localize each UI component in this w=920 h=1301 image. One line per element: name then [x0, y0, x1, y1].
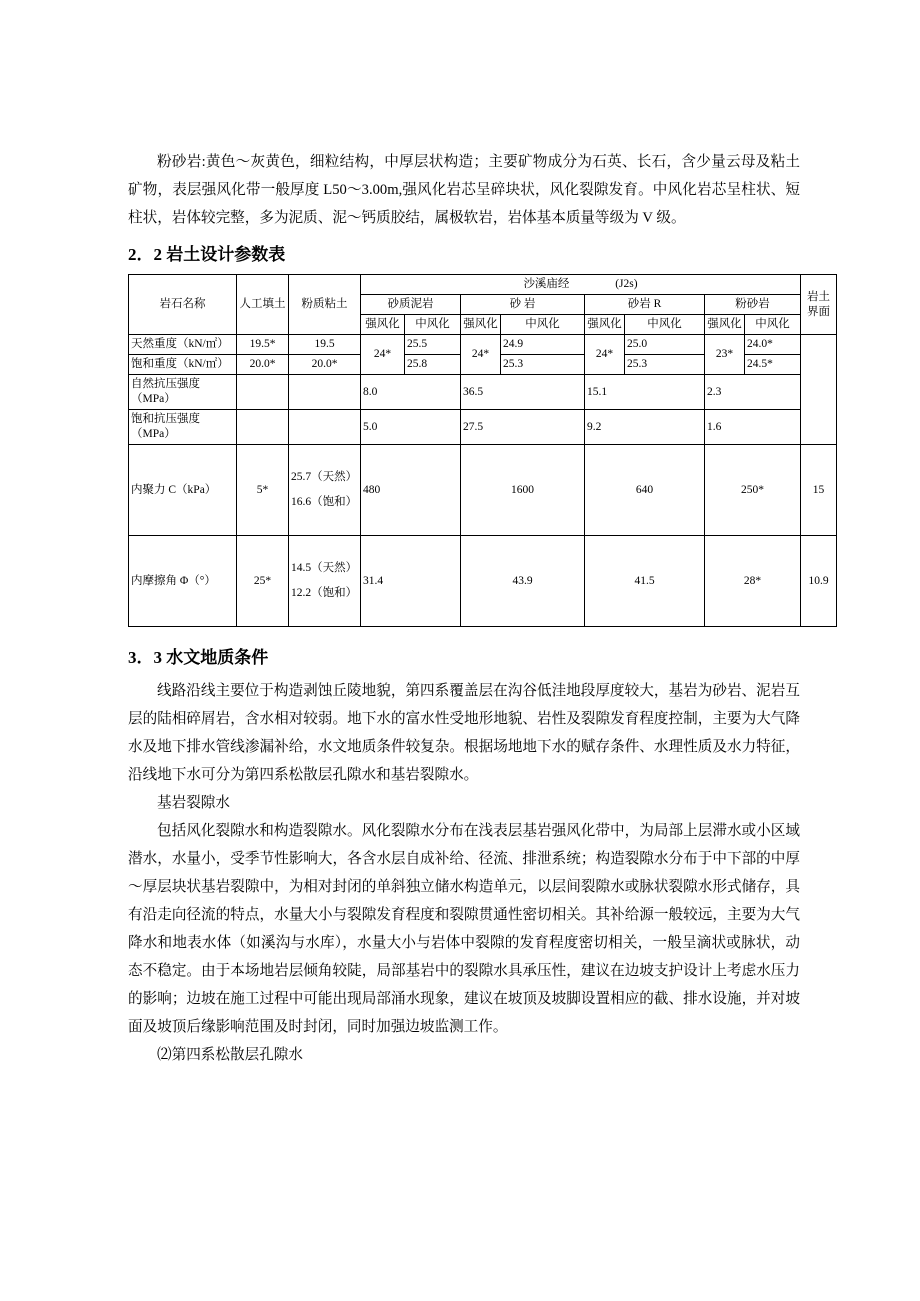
cell-mud-strong-weight: 24*: [361, 335, 405, 375]
cell-friction-clay-natural: 14.5（天然）: [291, 562, 358, 574]
cell-natural-weight-sandr-med: 25.0: [625, 335, 705, 355]
header-interface-label: 岩土界面: [807, 290, 830, 318]
table-row: [129, 445, 837, 536]
section-33-paragraph-2: 基岩裂隙水: [157, 795, 230, 811]
cell-natural-weight-fill: 19.5*: [237, 335, 289, 355]
cell-natural-strength-mud: 8.0: [361, 375, 461, 410]
cell-cohesion-clay-saturated: 16.6（饱和）: [291, 496, 358, 508]
cell-cohesion-mud: 480: [361, 445, 461, 536]
cell-saturated-strength-sand: 27.5: [461, 410, 585, 445]
cell-silt-strong-weight: 23*: [705, 335, 745, 375]
section-33-paragraph-3: 包括风化裂隙水和构造裂隙水。风化裂隙水分布在浅表层基岩强风化带中，为局部上层滞水或小区域潜水，水量小，受季节性影响大，各含水层自成补给、径流、排泄系统；构造裂隙水分布于中下部的中厚～厚层块状基岩裂隙中，为相对封闭的单斜独立储水构造单元，以层间裂隙水或脉状裂隙水形式储存，具有沿走向径流的特点，水量大小与裂隙发育程度和裂隙贯通性密切相关。其补给源一般较远，主要为大气降水和地表水体（如溪沟与水库），水量大小与岩体中裂隙的发育程度密切相关，一般呈滴状或脉状，动态不稳定。由于本场地岩层倾角较陡，局部基岩中的裂隙水具承压性，建议在边坡支护设计上考虑水压力的影响；边坡在施工过程中可能出现局部涌水现象，建议在坡顶及坡脚设置相应的截、排水设施，并对坡面及坡顶后缘影响范围及时封闭，同时加强边坡监测工作。: [128, 823, 800, 1035]
header-sand-medium-weathered: 中风化: [501, 315, 585, 335]
cell-cohesion-fill: 5*: [237, 445, 289, 536]
cell-natural-strength-sand: 36.5: [461, 375, 585, 410]
header-artificial-fill: 人工填土: [237, 275, 289, 335]
table-row: [129, 375, 837, 410]
cell-sand-strong-weight: 24*: [461, 335, 501, 375]
cell-saturated-strength-silt: 1.6: [705, 410, 801, 445]
cell-friction-clay: [289, 536, 361, 627]
header-interface: [801, 275, 837, 335]
row-label-saturated-strength: 饱和抗压强度（MPa）: [129, 410, 237, 445]
cell-cohesion-clay: [289, 445, 361, 536]
header-silty-clay: 粉质粘土: [289, 275, 361, 335]
cell-saturated-weight-sandr-med: 25.3: [625, 355, 705, 375]
header-sandstone: 砂 岩: [461, 295, 585, 315]
cell-cohesion-sand: 1600: [461, 445, 585, 536]
header-sandr-strong-weathered: 强风化: [585, 315, 625, 335]
header-sandstone-r: 砂岩 R: [585, 295, 705, 315]
cell-friction-mud: 31.4: [361, 536, 461, 627]
header-mud-strong-weathered: 强风化: [361, 315, 405, 335]
header-mud-medium-weathered: 中风化: [405, 315, 461, 335]
cell-natural-weight-clay: 19.5: [289, 335, 361, 355]
header-group-label: 沙溪庙经: [523, 278, 570, 290]
cell-saturated-strength-clay: [289, 410, 361, 445]
cell-natural-weight-sand-med: 24.9: [501, 335, 585, 355]
cell-natural-strength-sandr: 15.1: [585, 375, 705, 410]
table-header-row-1: [129, 275, 837, 295]
cell-natural-strength-fill: [237, 375, 289, 410]
section-33-heading: 3．3 水文地质条件: [128, 648, 269, 667]
intro-paragraph: 粉砂岩:黄色～灰黄色，细粒结构，中厚层状构造；主要矿物成分为石英、长石，含少量云母及粘土矿物，表层强风化带一般厚度 L50～3.00m,强风化岩芯呈碎块状，风化裂隙发育。中风化岩芯呈柱状、短柱状，岩体较完整，多为泥质、泥～钙质胶结，属极软岩，岩体基本质量等级为 V 级。: [128, 154, 800, 226]
row-label-friction-angle: 内摩擦角 Φ（°）: [129, 536, 237, 627]
cell-saturated-weight-mud-med: 25.8: [405, 355, 461, 375]
header-sandr-medium-weathered: 中风化: [625, 315, 705, 335]
table-row: [129, 410, 837, 445]
row-label-natural-weight: 天然重度（kN/㎡）: [129, 335, 237, 355]
cell-friction-interface: 10.9: [801, 536, 837, 627]
section-22-heading: 2．2 岩土设计参数表: [128, 245, 286, 264]
cell-saturated-strength-fill: [237, 410, 289, 445]
header-group-code: (J2s): [615, 278, 638, 290]
cell-natural-weight-mud-med: 25.5: [405, 335, 461, 355]
header-silt-strong-weathered: 强风化: [705, 315, 745, 335]
cell-cohesion-interface: 15: [801, 445, 837, 536]
document-content: [128, 148, 830, 1069]
header-group-shaxi: [361, 275, 801, 295]
cell-friction-sandr: 41.5: [585, 536, 705, 627]
cell-saturated-strength-mud: 5.0: [361, 410, 461, 445]
cell-cohesion-sandr: 640: [585, 445, 705, 536]
cell-saturated-weight-sand-med: 25.3: [501, 355, 585, 375]
cell-saturated-weight-clay: 20.0*: [289, 355, 361, 375]
cell-cohesion-silt: 250*: [705, 445, 801, 536]
cell-cohesion-clay-natural: 25.7（天然）: [291, 471, 358, 483]
header-siltstone: 粉砂岩: [705, 295, 801, 315]
cell-sandr-strong-weight: 24*: [585, 335, 625, 375]
cell-friction-clay-saturated: 12.2（饱和）: [291, 587, 358, 599]
geotechnical-parameters-table: [128, 274, 837, 627]
cell-friction-sand: 43.9: [461, 536, 585, 627]
row-label-natural-strength: 自然抗压强度（MPa）: [129, 375, 237, 410]
row-label-saturated-weight: 饱和重度（kN/㎡）: [129, 355, 237, 375]
table-row: [129, 536, 837, 627]
cell-saturated-weight-silt-med: 24.5*: [745, 355, 801, 375]
section-33-paragraph-1: 线路沿线主要位于构造剥蚀丘陵地貌，第四系覆盖层在沟谷低洼地段厚度较大，基岩为砂岩、泥岩互层的陆相碎屑岩，含水相对较弱。地下水的富水性受地形地貌、岩性及裂隙发育程度控制，主要为大气降水及地下排水管线渗漏补给，水文地质条件较复杂。根据场地地下水的赋存条件、水理性质及水力特征，沿线地下水可分为第四系松散层孔隙水和基岩裂隙水。: [128, 683, 800, 783]
cell-natural-strength-clay: [289, 375, 361, 410]
cell-saturated-strength-sandr: 9.2: [585, 410, 705, 445]
section-33-paragraph-4: ⑵第四系松散层孔隙水: [157, 1047, 303, 1063]
cell-natural-weight-interface: [801, 335, 837, 445]
row-label-cohesion: 内聚力 C（kPa）: [129, 445, 237, 536]
header-silt-medium-weathered: 中风化: [745, 315, 801, 335]
cell-friction-silt: 28*: [705, 536, 801, 627]
cell-natural-strength-silt: 2.3: [705, 375, 801, 410]
cell-friction-fill: 25*: [237, 536, 289, 627]
cell-saturated-weight-fill: 20.0*: [237, 355, 289, 375]
header-rock-name: 岩石名称: [129, 275, 237, 335]
header-sand-strong-weathered: 强风化: [461, 315, 501, 335]
cell-natural-weight-silt-med: 24.0*: [745, 335, 801, 355]
header-sandy-mudstone: 砂质泥岩: [361, 295, 461, 315]
table-row: [129, 335, 837, 355]
